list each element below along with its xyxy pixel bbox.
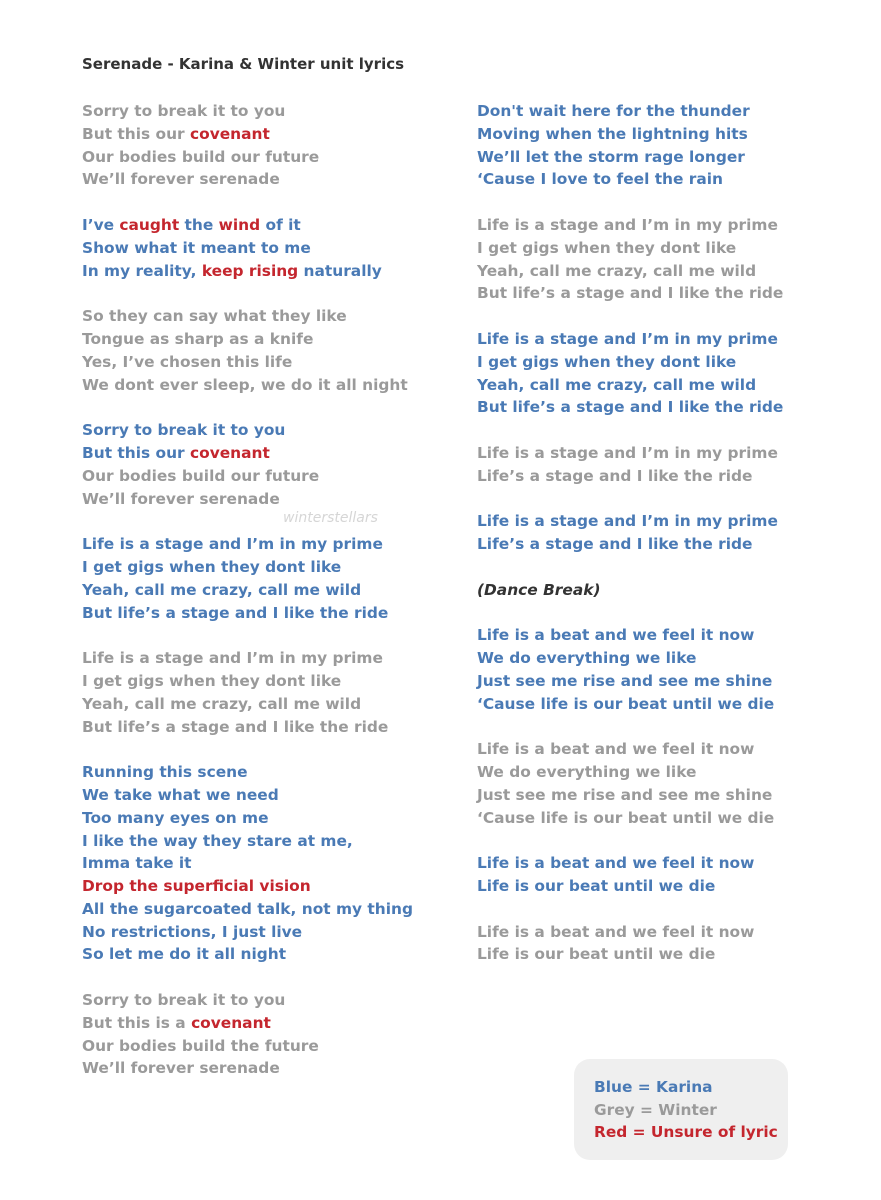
- lyric-segment: Too many eyes on me: [82, 808, 269, 827]
- lyric-stanza: [477, 442, 783, 488]
- lyric-line: [477, 237, 783, 260]
- lyric-segment: But this our: [82, 443, 190, 462]
- lyric-line: [477, 328, 783, 351]
- lyric-segment: Running this scene: [82, 763, 248, 782]
- lyric-segment: Yeah, call me crazy, call me wild: [477, 261, 757, 280]
- lyric-line: [82, 647, 413, 670]
- page-title: Serenade - Karina & Winter unit lyrics: [82, 55, 405, 73]
- lyric-segment: Life is a beat and we feel it now: [477, 740, 755, 759]
- lyric-stanza: [477, 921, 783, 967]
- lyric-line: [82, 579, 413, 602]
- unsure-lyric-segment: covenant: [190, 443, 270, 462]
- lyric-segment: Life is a stage and I’m in my prime: [82, 649, 383, 668]
- lyric-segment: We do everything we like: [477, 649, 697, 668]
- section-note: (Dance Break): [477, 580, 601, 599]
- lyric-segment: the: [179, 215, 219, 234]
- watermark: winterstellars: [283, 510, 378, 526]
- lyric-stanza: [477, 510, 783, 556]
- unsure-lyric-segment: wind: [218, 215, 261, 234]
- lyric-line: [477, 738, 783, 761]
- lyric-segment: of it: [260, 215, 301, 234]
- lyric-segment: Our bodies build our future: [82, 147, 320, 166]
- unsure-lyric-segment: caught: [119, 215, 180, 234]
- lyric-stanza: [477, 214, 783, 305]
- unsure-lyric-segment: covenant: [191, 1013, 271, 1032]
- lyric-line: [82, 921, 413, 944]
- lyric-segment: We’ll forever serenade: [82, 1059, 280, 1078]
- lyric-segment: Just see me rise and see me shine: [477, 671, 773, 690]
- lyric-line: [82, 1035, 413, 1058]
- lyric-line: [82, 830, 413, 853]
- lyric-segment: No restrictions, I just live: [82, 922, 303, 941]
- color-legend: [574, 1059, 788, 1160]
- lyric-segment: So let me do it all night: [82, 945, 287, 964]
- lyric-line: [82, 556, 413, 579]
- lyric-line: [477, 693, 783, 716]
- lyric-segment: Our bodies build our future: [82, 466, 320, 485]
- lyric-segment: Life is our beat until we die: [477, 945, 716, 964]
- lyric-segment: We take what we need: [82, 785, 279, 804]
- lyric-segment: We’ll let the storm rage longer: [477, 147, 745, 166]
- lyric-segment: We’ll forever serenade: [82, 170, 280, 189]
- lyric-segment: Life is a stage and I’m in my prime: [477, 443, 778, 462]
- lyric-line: [477, 921, 783, 944]
- legend-winter: Grey = Winter: [594, 1100, 717, 1119]
- lyric-line: [82, 989, 413, 1012]
- lyric-line: [477, 146, 783, 169]
- lyric-segment: I get gigs when they dont like: [82, 671, 342, 690]
- lyric-segment: Yeah, call me crazy, call me wild: [82, 694, 362, 713]
- lyric-stanza: [477, 738, 783, 829]
- lyric-line: [82, 898, 413, 921]
- lyric-segment: Just see me rise and see me shine: [477, 785, 773, 804]
- unsure-lyric-segment: covenant: [190, 124, 270, 143]
- lyric-segment: Sorry to break it to you: [82, 102, 286, 120]
- lyric-segment: In my reality,: [82, 261, 202, 280]
- lyric-segment: Life is a beat and we feel it now: [477, 854, 755, 873]
- lyric-segment: ‘Cause life is our beat until we die: [477, 694, 775, 713]
- lyric-line: [82, 328, 413, 351]
- lyrics-column-left: [82, 100, 413, 1103]
- lyric-line: [477, 168, 783, 191]
- lyric-segment: I get gigs when they dont like: [82, 557, 342, 576]
- lyric-segment: Yes, I’ve chosen this life: [82, 352, 293, 371]
- lyric-segment: Moving when the lightning hits: [477, 124, 748, 143]
- lyric-segment: But life’s a stage and I like the ride: [82, 717, 389, 736]
- lyric-segment: naturally: [298, 261, 382, 280]
- legend-unsure: Red = Unsure of lyric: [594, 1123, 778, 1141]
- lyric-segment: Life’s a stage and I like the ride: [477, 535, 753, 554]
- lyric-line: [82, 533, 413, 556]
- lyric-segment: ‘Cause life is our beat until we die: [477, 808, 775, 827]
- lyric-line: [477, 852, 783, 875]
- lyric-line: [82, 875, 413, 898]
- lyric-line: [82, 237, 413, 260]
- lyric-line: [477, 807, 783, 830]
- lyric-segment: Sorry to break it to you: [82, 991, 286, 1010]
- lyric-line: [477, 624, 783, 647]
- lyric-line: [477, 670, 783, 693]
- lyric-line: [477, 100, 783, 123]
- lyric-line: [82, 1057, 413, 1080]
- lyric-segment: I like the way they stare at me,: [82, 831, 353, 850]
- lyric-line: [477, 465, 783, 488]
- lyric-segment: Imma take it: [82, 854, 192, 873]
- lyric-line: [477, 260, 783, 283]
- lyric-line: [477, 943, 783, 966]
- lyric-line: [82, 305, 413, 328]
- lyric-segment: But life’s a stage and I like the ride: [82, 603, 389, 622]
- lyric-stanza: [82, 761, 413, 966]
- lyrics-column-right: [477, 100, 783, 989]
- lyric-line: [82, 1012, 413, 1035]
- lyric-line: [82, 168, 413, 191]
- lyric-segment: Yeah, call me crazy, call me wild: [477, 375, 757, 394]
- lyric-line: [477, 579, 783, 602]
- lyric-stanza: [477, 624, 783, 715]
- lyric-line: [82, 374, 413, 397]
- lyric-segment: Yeah, call me crazy, call me wild: [82, 580, 362, 599]
- lyric-line: [477, 374, 783, 397]
- lyric-segment: Tongue as sharp as a knife: [82, 329, 314, 348]
- unsure-lyric-segment: Drop the superficial vision: [82, 877, 311, 896]
- lyric-line: [82, 146, 413, 169]
- lyric-stanza: [82, 647, 413, 738]
- lyric-stanza: [82, 989, 413, 1080]
- lyric-segment: Life is our beat until we die: [477, 877, 716, 896]
- lyric-line: [82, 100, 413, 123]
- lyric-segment: We do everything we like: [477, 763, 697, 782]
- lyric-line: [82, 761, 413, 784]
- lyric-segment: I get gigs when they dont like: [477, 352, 737, 371]
- lyric-line: [82, 602, 413, 625]
- lyric-line: [82, 123, 413, 146]
- lyric-segment: I get gigs when they dont like: [477, 238, 737, 257]
- lyric-segment: ‘Cause I love to feel the rain: [477, 170, 724, 189]
- lyric-line: [477, 875, 783, 898]
- lyric-stanza: [477, 100, 783, 191]
- lyric-segment: So they can say what they like: [82, 307, 347, 326]
- lyric-stanza: [82, 100, 413, 191]
- lyric-line: [82, 260, 413, 283]
- lyric-line: [477, 351, 783, 374]
- lyric-stanza: [82, 533, 413, 624]
- lyric-segment: Life is a stage and I’m in my prime: [477, 329, 778, 348]
- lyric-line: [82, 943, 413, 966]
- lyric-line: [82, 465, 413, 488]
- lyric-line: [477, 282, 783, 305]
- lyric-segment: Life is a beat and we feel it now: [477, 626, 755, 645]
- unsure-lyric-segment: keep rising: [201, 261, 299, 280]
- lyric-line: [477, 761, 783, 784]
- lyric-segment: Life is a stage and I’m in my prime: [477, 512, 778, 531]
- lyric-stanza: [82, 214, 413, 282]
- lyric-line: [82, 852, 413, 875]
- lyric-line: [82, 670, 413, 693]
- lyric-segment: But life’s a stage and I like the ride: [477, 398, 784, 417]
- lyric-line: [477, 442, 783, 465]
- lyric-line: [477, 533, 783, 556]
- lyric-line: [82, 807, 413, 830]
- lyric-segment: Our bodies build the future: [82, 1036, 319, 1055]
- lyric-segment: Life is a beat and we feel it now: [477, 922, 755, 941]
- lyric-segment: I’ve: [82, 215, 120, 234]
- lyric-line: [82, 442, 413, 465]
- lyric-line: [477, 396, 783, 419]
- lyric-line: [82, 716, 413, 739]
- lyric-segment: Sorry to break it to you: [82, 421, 286, 440]
- lyric-segment: But this is a: [82, 1013, 192, 1032]
- lyric-segment: Life is a stage and I’m in my prime: [477, 215, 778, 234]
- lyric-line: [477, 647, 783, 670]
- lyric-line: [477, 214, 783, 237]
- lyric-line: [82, 693, 413, 716]
- lyric-segment: We’ll forever serenade: [82, 489, 280, 508]
- lyric-segment: We dont ever sleep, we do it all night: [82, 375, 408, 394]
- lyric-segment: But life’s a stage and I like the ride: [477, 284, 784, 303]
- lyric-segment: All the sugarcoated talk, not my thing: [82, 899, 413, 918]
- lyric-stanza: [477, 328, 783, 419]
- lyric-line: [82, 351, 413, 374]
- lyric-line: [82, 214, 413, 237]
- lyric-line: [477, 784, 783, 807]
- lyric-line: [82, 784, 413, 807]
- lyric-stanza: [477, 852, 783, 898]
- lyric-stanza: [477, 579, 783, 602]
- lyric-line: [82, 419, 413, 442]
- lyric-stanza: [82, 305, 413, 396]
- lyric-stanza: [82, 419, 413, 510]
- lyric-line: [477, 510, 783, 533]
- lyric-segment: But this our: [82, 124, 190, 143]
- lyric-segment: Show what it meant to me: [82, 238, 311, 257]
- lyric-segment: Life’s a stage and I like the ride: [477, 466, 753, 485]
- lyric-line: [477, 123, 783, 146]
- lyric-segment: Life is a stage and I’m in my prime: [82, 535, 383, 554]
- lyric-segment: Don't wait here for the thunder: [477, 102, 750, 120]
- lyric-line: [82, 488, 413, 511]
- legend-karina: Blue = Karina: [594, 1078, 713, 1096]
